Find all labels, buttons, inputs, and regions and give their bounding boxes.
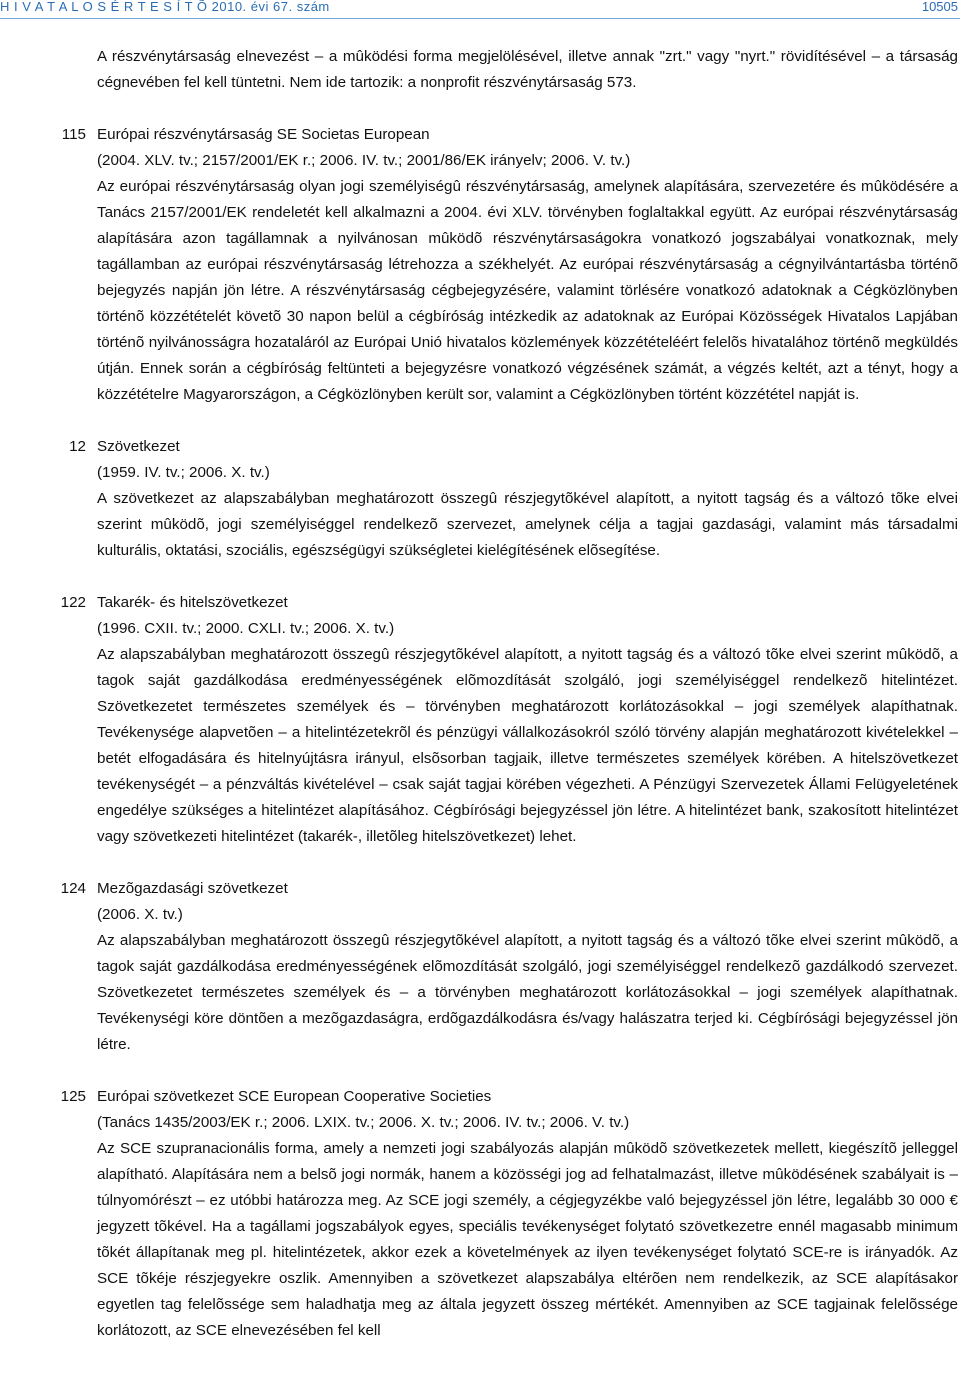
entry-code: 122 xyxy=(60,594,86,611)
entry-body xyxy=(97,1084,958,1344)
page-header xyxy=(0,0,960,26)
document-body xyxy=(0,44,960,1344)
entry-legal-reference: (2006. X. tv.) xyxy=(97,906,183,923)
entry-legal-reference: (Tanács 1435/2003/EK r.; 2006. LXIX. tv.; 2006. X. tv.; 2006. IV. tv.; 2006. V. tv.) xyxy=(97,1114,630,1131)
entry-description: Az alapszabályban meghatározott összegû részjegytõkével alapított, a nyitott tagság és a változó tõke elvei szerint mûködõ, a tagok saját gazdálkodása eredményességének elõmozdítását szolgáló, jogi személyiséggel rendelkezõ hitelintézet. Szövetkezetet természetes személyek és – törvényben meghatározott korlátozásokkal – jogi személyek alapíthatnak. Tevékenysége alapvetõen – a hitelintézetekrõl és pénzügyi vállalkozásokról szóló törvény alapján meghatározott kivételekkel – betét elfogadására és hitelnyújtásra irányul, elsõsorban tagjaik, illetve természetes személyek körében. A hitelszövetkezet tevékenységét – a pénzváltás kivételével – csak saját tagjai körében végezheti. A Pénzügyi Szervezetek Állami Felügyeletének engedélye szükséges a hitelintézet alapításához. Cégbírósági bejegyzéssel jön létre. A hitelintézet bank, szakosított hitelintézet vagy szövetkezeti hitelintézet (takarék-, illetõleg hitelszövetkezet) lehet. xyxy=(97,646,958,845)
entry-125 xyxy=(0,1084,960,1344)
header-divider xyxy=(0,18,960,19)
entry-body xyxy=(97,122,958,408)
entry-12 xyxy=(0,434,960,564)
page-number: 10505 xyxy=(921,0,958,14)
entry-title: Szövetkezet xyxy=(97,438,180,455)
entry-code: 125 xyxy=(60,1088,86,1105)
journal-issue-line xyxy=(0,0,330,14)
entry-code: 124 xyxy=(60,880,86,897)
entry-122 xyxy=(0,590,960,850)
entry-title: Európai szövetkezet SCE European Cooperative Societies xyxy=(97,1088,492,1105)
entry-description: Az SCE szupranacionális forma, amely a nemzeti jogi szabályozás alapján mûködõ szövetkezetek mellett, kiegészítõ jelleggel alapítható. Alapítására nem a belsõ jogi normák, hanem a közösségi jog ad felhatalmazást, illetve mûködésének szabályait is – túlnyomórészt – ez utóbbi határozza meg. Az SCE jogi személy, a cégjegyzékbe való bejegyzéssel jön létre, legalább 30 000 € jegyzett tõkével. Ha a tagállami jogszabályok egyes, speciális tevékenységet folytató szövetkezetre ennél magasabb minimum tõkét állapítanak meg pl. hitelintézetek, akkor ezek a követelmények az ilyen tevékenységet folytató SCE-re is irányadók. Az SCE tõkéje részjegyekre oszlik. Amennyiben a szövetkezet alapszabálya eltérõen nem rendelkezik, az SCE alapításakor egyetlen tag felelõssége sem haladhatja meg az általa jegyzett összeg mértékét. Amennyiben az SCE tagjainak felelõssége korlátozott, az SCE elnevezésében fel kell xyxy=(97,1140,958,1339)
entry-body xyxy=(97,434,958,564)
entry-description: A szövetkezet az alapszabályban meghatározott összegû részjegytõkével alapított, a nyitott tagság és a változó tõke elvei szerint mûködõ, jogi személyiséggel rendelkezõ szervezet, amelynek célja a tagjai gazdasági, valamint más társadalmi kulturális, oktatási, szociális, egészségügyi szükségletei kielégítésének elõsegítése. xyxy=(97,490,958,559)
entry-code: 115 xyxy=(61,126,86,143)
entry-legal-reference: (1959. IV. tv.; 2006. X. tv.) xyxy=(97,464,270,481)
entry-description: Az alapszabályban meghatározott összegû részjegytõkével alapított, a nyitott tagság és a változó tõke elvei szerint mûködõ, a tagok saját gazdálkodása eredményességének elõmozdítását szolgáló, jogi személyiséggel rendelkezõ gazdálkodó szervezet. Szövetkezetet természetes személyek és – a törvényben meghatározott korlátozásokkal – jogi személyek alapíthatnak. Tevékenységi köre döntõen a mezõgazdaságra, erdõgazdálkodásra és/vagy halászatra terjed ki. Cégbírósági bejegyzéssel jön létre. xyxy=(97,932,958,1053)
entry-124 xyxy=(0,876,960,1058)
entry-legal-reference: (2004. XLV. tv.; 2157/2001/EK r.; 2006. IV. tv.; 2001/86/EK irányelv; 2006. V. tv.) xyxy=(97,152,631,169)
entry-code: 12 xyxy=(69,438,86,455)
entry-body xyxy=(97,590,958,850)
entry-title: Mezõgazdasági szövetkezet xyxy=(97,880,288,897)
entry-description: Az európai részvénytársaság olyan jogi személyiségû részvénytársaság, amelynek alapítására, szervezetére és mûködésére a Tanács 2157/2001/EK rendeletét kell alkalmazni a 2004. évi XLV. törvényben foglaltakkal együtt. Az európai részvénytársaság alapítására azon tagállamnak a nyilvánosan mûködõ részvénytársaságokra vonatkozó jogszabályai vonatkoznak, mely tagállamban az európai részvénytársaság létrehozza a székhelyét. Az európai részvénytársaság a cégnyilvántartásba történõ bejegyzés napján jön létre. A részvénytársaság cégbejegyzésére, valamint törlésére vonatkozó adatoknak a Cégközlönyben történõ közzétételét követõ 30 napon belül a cégbíróság intézkedik az adatoknak az Európai Közösségek Hivatalos Lapjában történõ nyilvánosságra hozataláról az Európai Unió hivatalos közlemények közzétételéért felelõs hivatalához történõ megküldés útján. Ennek során a cégbíróság feltünteti a bejegyzésre vonatkozó végzésének számát, a végzés keltét, azt a tényt, hogy a közzétételre Magyarországon, a Cégközlönyben került sor, valamint a Cégközlönyben történt közzététel napját is. xyxy=(97,178,958,403)
intro-paragraph: A részvénytársaság elnevezést – a mûködési forma megjelölésével, illetve annak "zrt." vagy "nyrt." rövidítésével – a társaság cégnevében fel kell tüntetni. Nem ide tartozik: a nonprofit részvénytársaság 573. xyxy=(97,48,958,91)
journal-title: H I V A T A L O S É R T E S Í T Õ xyxy=(0,0,208,14)
entry-body xyxy=(97,876,958,1058)
issue-label: 2010. évi 67. szám xyxy=(211,0,330,14)
entry-title: Takarék- és hitelszövetkezet xyxy=(97,594,288,611)
entry-title: Európai részvénytársaság SE Societas European xyxy=(97,126,430,143)
entry-legal-reference: (1996. CXII. tv.; 2000. CXLI. tv.; 2006. X. tv.) xyxy=(97,620,395,637)
entry-115 xyxy=(0,122,960,408)
